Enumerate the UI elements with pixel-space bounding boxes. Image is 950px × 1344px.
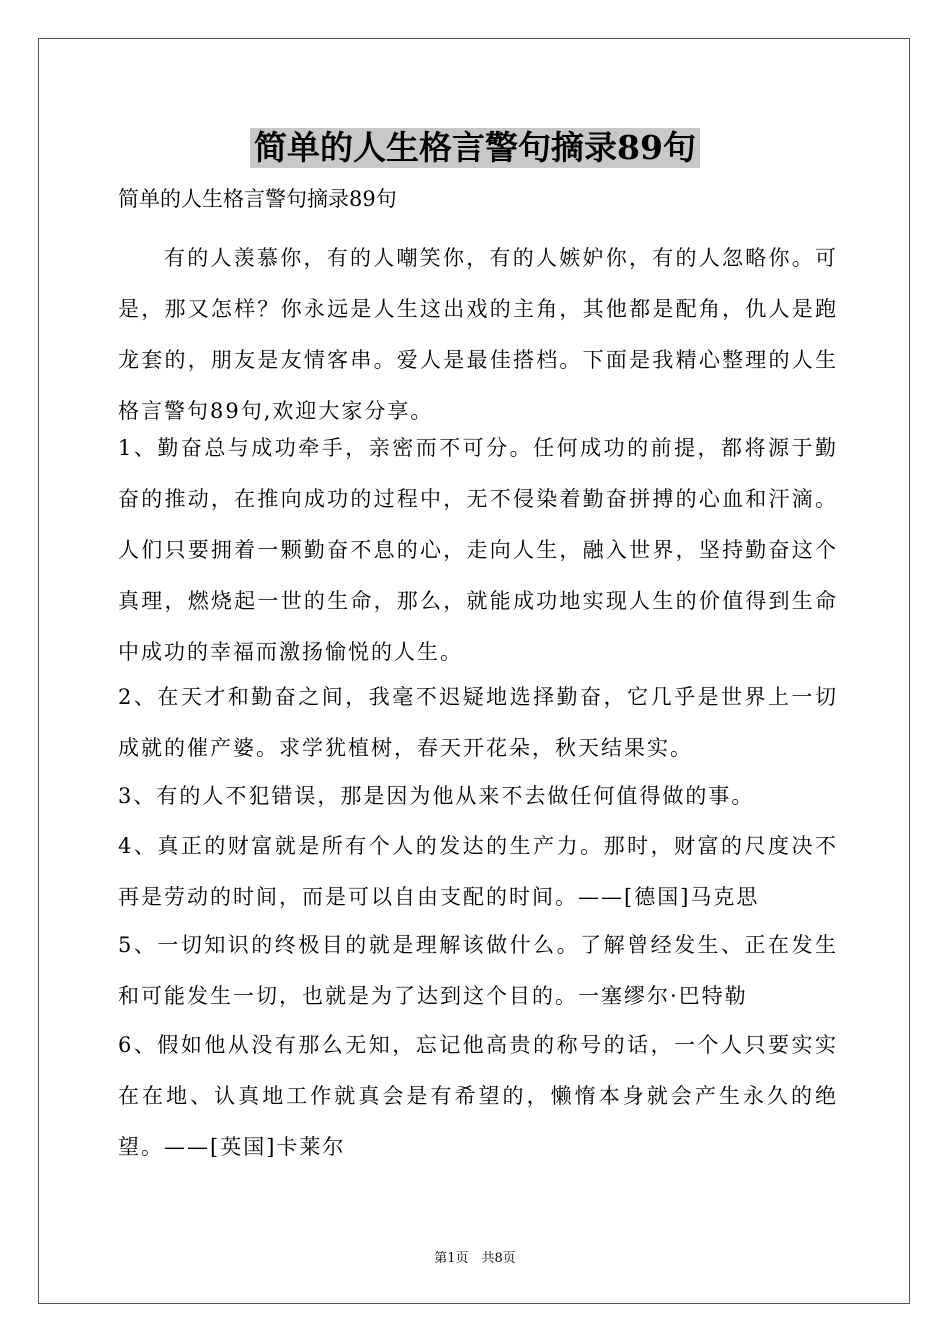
quote-item: 2、在天才和勤奋之间，我毫不迟疑地选择勤奋，它几乎是世界上一切成就的催产婆。求学犹植树，春天开花朵，秋天结果实。 bbox=[118, 685, 838, 760]
quote-item: 5、一切知识的终极目的就是理解该做什么。了解曾经发生、正在发生和可能发生一切，也就是为了达到这个目的。一塞缪尔·巴特勒 bbox=[118, 933, 838, 1008]
quote-item: 1、勤奋总与成功牵手，亲密而不可分。任何成功的前提，都将源于勤奋的推动，在推向成功的过程中，无不侵染着勤奋拼搏的心血和汗滴。人们只要拥着一颗勤奋不息的心，走向人生，融入世界，坚持勤奋这个真理，燃烧起一世的生命，那么，就能成功地实现人生的价值得到生命中成功的幸福而激扬愉悦的人生。 bbox=[118, 436, 838, 664]
document-title: 简单的人生格言警句摘录89句 bbox=[250, 128, 700, 168]
title-container bbox=[0, 128, 950, 168]
quote-item: 4、真正的财富就是所有个人的发达的生产力。那时，财富的尺度决不再是劳动的时间，而是可以自由支配的时间。——[德国]马克思 bbox=[118, 834, 838, 909]
page-footer: 第1页 共8页 bbox=[434, 1251, 516, 1266]
intro-paragraph: 有的人羡慕你，有的人嘲笑你，有的人嫉妒你，有的人忽略你。可是，那又怎样？你永远是人生这出戏的主角，其他都是配角，仇人是跑龙套的，朋友是友情客串。爱人是最佳搭档。下面是我精心整理的人生格言警句89句,欢迎大家分享。 bbox=[118, 246, 838, 423]
quote-item: 3、有的人不犯错误，那是因为他从来不去做任何值得做的事。 bbox=[118, 784, 755, 808]
document-subtitle: 简单的人生格言警句摘录89句 bbox=[118, 187, 397, 211]
quote-item: 6、假如他从没有那么无知，忘记他高贵的称号的话，一个人只要实实在在地、认真地工作就真会是有希望的，懒惰本身就会产生永久的绝望。——[英国]卡莱尔 bbox=[118, 1033, 838, 1159]
